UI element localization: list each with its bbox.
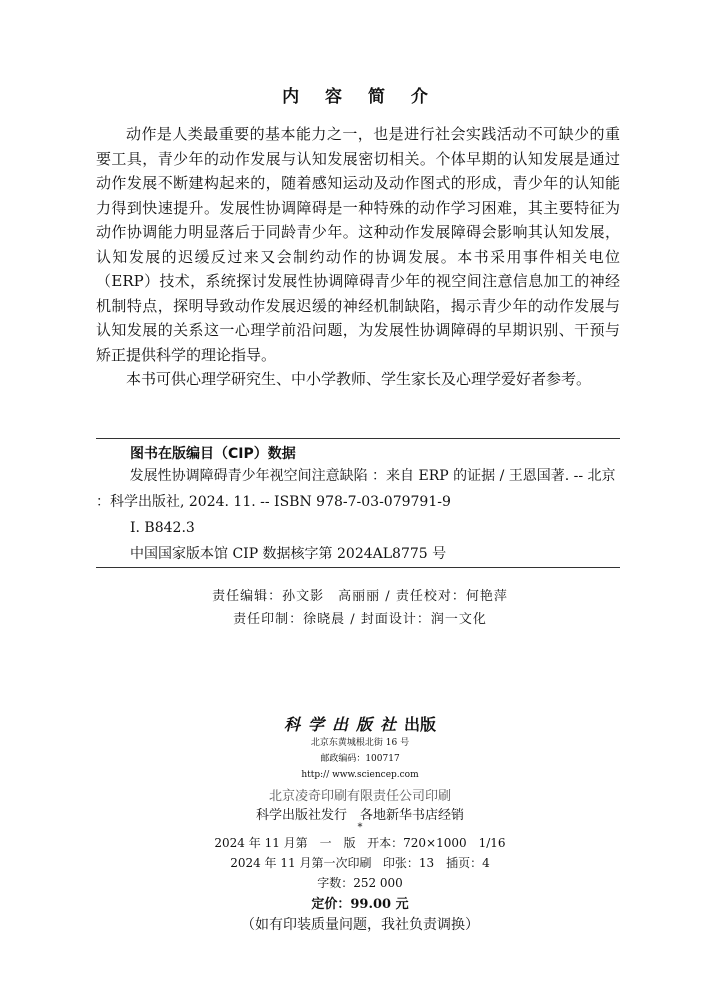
edition-line-1 — [0, 833, 720, 853]
publisher-suffix: 出版 — [404, 715, 437, 734]
cip-top-rule — [96, 438, 620, 439]
publisher-logo-text: 科学出版社 — [283, 715, 404, 734]
intro-paragraph-2: 本书可供心理学研究生、中小学教师、学生家长及心理学爱好者参考。 — [126, 370, 592, 388]
cip-block — [96, 438, 620, 568]
publisher-postcode: 邮政编码：100717 — [320, 754, 400, 764]
printing-date: 2024 年 11 月第一次印刷 — [230, 856, 372, 870]
edition-line-2 — [0, 853, 720, 873]
cip-heading: 图书在版编目（CIP）数据 — [130, 446, 296, 462]
cip-bottom-rule — [96, 567, 620, 568]
publisher-url: http:// www.sciencep.com — [301, 770, 419, 780]
book-introduction — [96, 122, 620, 392]
page-title: 内 容 简 介 — [282, 87, 438, 107]
distribution-line: 科学出版社发行 各地新华书店经销 — [255, 808, 464, 823]
staff-credits-2: 责任印制：徐晓晨 / 封面设计：润一文化 — [233, 612, 487, 627]
edition-date: 2024 年 11 月第 一 版 — [214, 836, 356, 850]
word-count: 字数：252 000 — [317, 876, 403, 890]
sheets-count: 印张：13 插页：4 — [382, 856, 490, 870]
printer-line: 北京凌奇印刷有限责任公司印刷 — [268, 789, 451, 804]
cip-bibliographic-line: 发展性协调障碍青少年视空间注意缺陷 ：来自 ERP 的证据 / 王恩国著. -- 北京 ：科学出版社, 2024. 11. -- ISBN 978-7-03-079791-9 — [96, 468, 616, 510]
cip-body — [96, 463, 620, 567]
separator-star: * — [357, 822, 363, 833]
quality-notice: （如有印装质量问题，我社负责调换） — [241, 917, 479, 933]
cip-record-number: 中国国家版本馆 CIP 数据核字第 2024AL8775 号 — [130, 546, 447, 562]
intro-paragraph-1: 动作是人类最重要的基本能力之一，也是进行社会实践活动不可缺少的重要工具，青少年的动作发展与认知发展密切相关。个体早期的认知发展是通过动作发展不断建构起来的，随着感知运动及动作图式的形成，青少年的认知能力得到快速提升。发展性协调障碍是一种特殊的动作学习困难，其主要特征为动作协调能力明显落后于同龄青少年。这种动作发展障碍会影响其认知发展，认知发展的迟缓反过来又会制约动作的协调发展。本书采用事件相关电位（ERP）技术，系统探讨发展性协调障碍青少年的视空间注意信息加工的神经机制特点，探明导致动作发展迟缓的神经机制缺陷，揭示青少年的动作发展与认知发展的关系这一心理学前沿问题，为发展性协调障碍的早期识别、干预与矫正提供科学的理论指导。 — [96, 125, 620, 364]
publication-info — [0, 712, 720, 934]
publisher-name — [0, 712, 720, 735]
cip-classification: Ⅰ. B842.3 — [130, 520, 195, 536]
staff-credits-1: 责任编辑：孙文影 高丽丽 / 责任校对：何艳萍 — [212, 589, 508, 604]
publisher-address: 北京东黄城根北街 16 号 — [310, 738, 410, 748]
price: 定价：99.00 元 — [311, 897, 409, 912]
format-size: 开本：720×1000 1/16 — [367, 836, 506, 850]
